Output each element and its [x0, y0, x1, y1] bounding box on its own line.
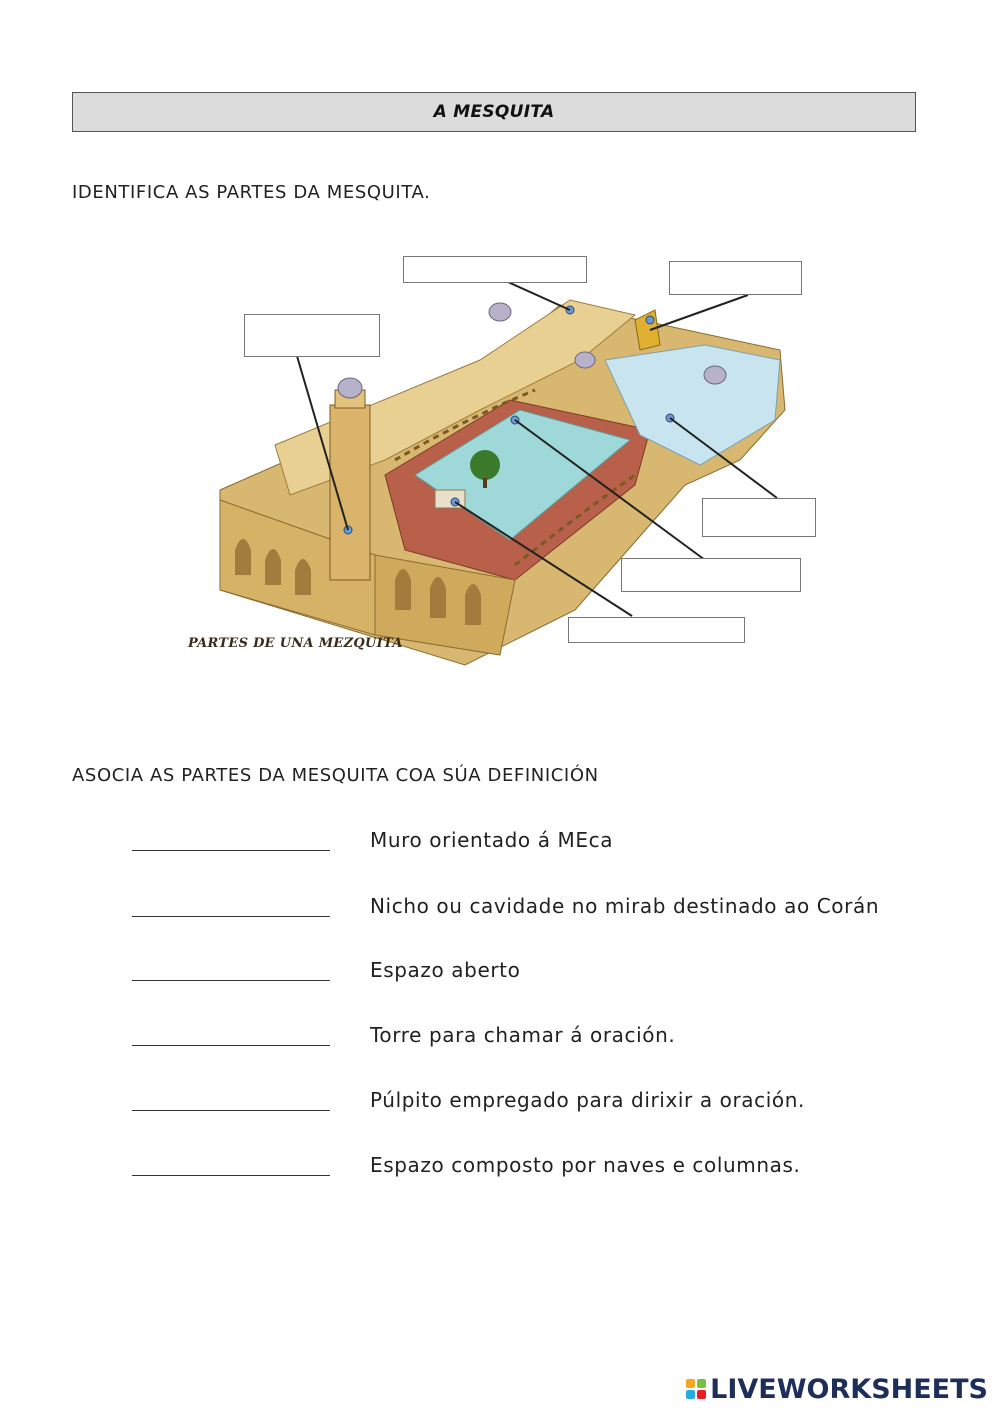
match-row: [130, 894, 930, 924]
definition-text: Espazo composto por naves e columnas.: [370, 1153, 801, 1177]
brand-name: LIVEWORKSHEETS: [710, 1373, 988, 1405]
logo-square: [686, 1379, 695, 1388]
match-instruction: ASOCIA AS PARTES DA MESQUITA COA SÚA DEFINICIÓN: [72, 765, 599, 786]
answer-blank[interactable]: [132, 980, 330, 981]
identify-instruction: IDENTIFICA AS PARTES DA MESQUITA.: [72, 182, 431, 203]
mosque-illustration: [180, 250, 820, 670]
logo-square: [697, 1390, 706, 1399]
label-answer-box[interactable]: [669, 261, 802, 295]
logo-square: [697, 1379, 706, 1388]
answer-blank[interactable]: [132, 1175, 330, 1176]
answer-blank[interactable]: [132, 1045, 330, 1046]
figure-caption: PARTES DE UNA MEZQUITA: [188, 636, 403, 651]
definition-text: Nicho ou cavidade no mirab destinado ao Corán: [370, 894, 880, 918]
worksheet-title: A MESQUITA: [433, 102, 555, 122]
definition-text: Muro orientado á MEca: [370, 828, 614, 852]
worksheet-title-bar: [72, 92, 916, 132]
definition-text: Espazo aberto: [370, 958, 521, 982]
answer-blank[interactable]: [132, 1110, 330, 1111]
label-answer-box[interactable]: [568, 617, 745, 643]
liveworksheets-brand: [686, 1374, 988, 1404]
mosque-drawing: [180, 250, 820, 670]
logo-square: [686, 1390, 695, 1399]
label-answer-box[interactable]: [621, 558, 801, 592]
match-row: [130, 1088, 930, 1118]
label-answer-box[interactable]: [403, 256, 587, 283]
match-row: [130, 958, 930, 988]
definition-text: Torre para chamar á oración.: [370, 1023, 676, 1047]
answer-blank[interactable]: [132, 850, 330, 851]
answer-blank[interactable]: [132, 916, 330, 917]
liveworksheets-logo-icon: [686, 1379, 706, 1399]
label-answer-box[interactable]: [244, 314, 380, 357]
label-answer-box[interactable]: [702, 498, 816, 537]
match-row: [130, 1153, 930, 1183]
match-row: [130, 828, 930, 858]
definition-text: Púlpito empregado para dirixir a oración.: [370, 1088, 805, 1112]
match-row: [130, 1023, 930, 1053]
